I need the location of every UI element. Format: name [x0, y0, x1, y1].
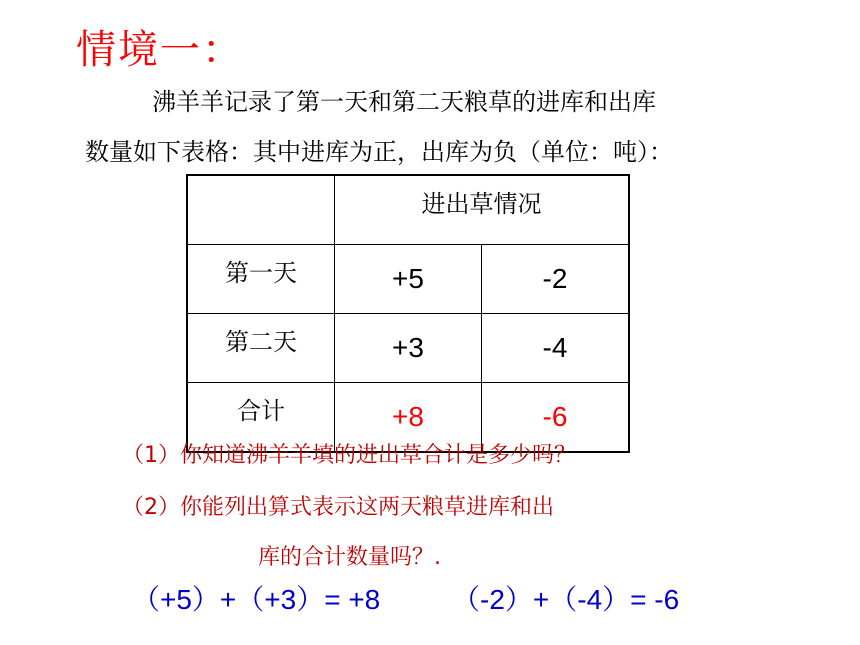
inventory-table: [186, 174, 630, 453]
out-value: -4: [482, 314, 630, 383]
row-label: 第二天: [187, 314, 335, 383]
total-out-value: -6: [482, 383, 630, 453]
out-value: -2: [482, 245, 630, 314]
question-2-line-2: 库的合计数量吗？.: [258, 545, 441, 570]
in-value: +3: [335, 314, 482, 383]
question-2-line-1: （2）你能列出算式表示这两天粮草进库和出: [122, 495, 554, 520]
table-row: [187, 245, 629, 314]
table-corner-cell: [187, 175, 335, 245]
table-header: 进出草情况: [335, 175, 630, 245]
slide-title: 情境一：: [76, 27, 244, 73]
row-label: 合计: [187, 383, 335, 453]
equation-out: （-2）+（-4）= -6: [452, 584, 680, 615]
row-label: 第一天: [187, 245, 335, 314]
equation-in: （+5）+（+3）= +8: [132, 584, 381, 615]
question-1: （1）你知道沸羊羊填的进出草合计是多少吗？: [122, 443, 576, 468]
intro-line-2: 数量如下表格：其中进库为正，出库为负（单位：吨）：: [85, 138, 673, 166]
total-in-value: +8: [335, 383, 482, 453]
table-row: [187, 314, 629, 383]
in-value: +5: [335, 245, 482, 314]
table-header-row: [187, 175, 629, 245]
intro-line-1: 沸羊羊记录了第一天和第二天粮草的进库和出库: [152, 88, 656, 116]
